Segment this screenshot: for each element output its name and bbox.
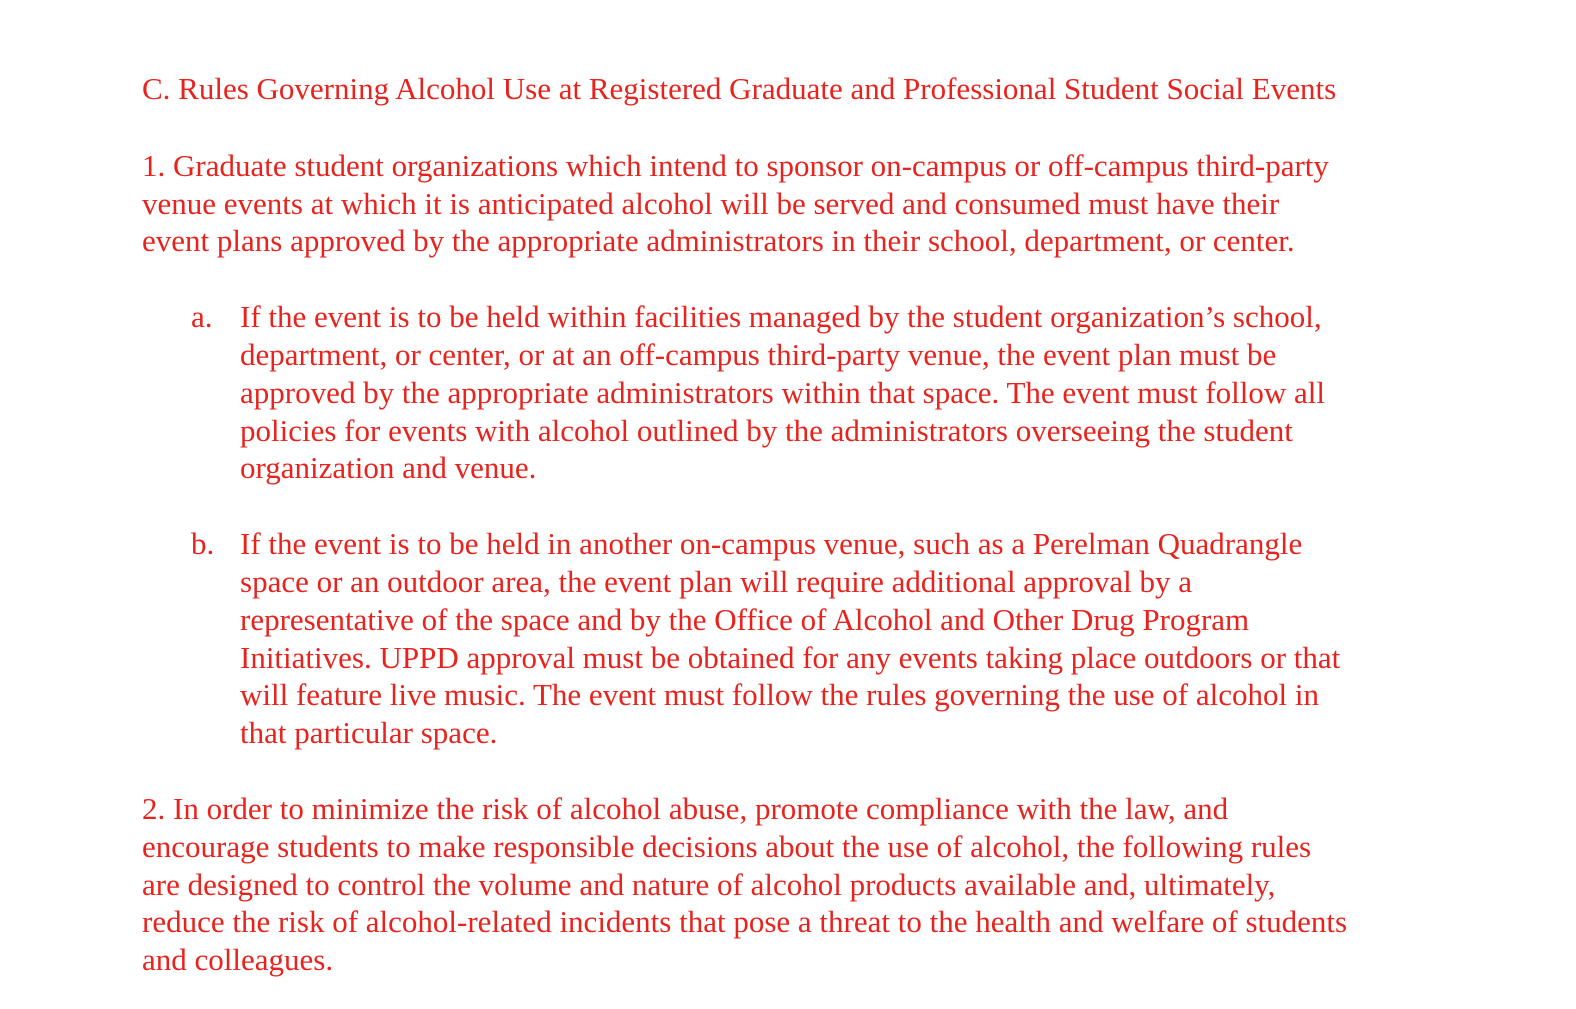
rule-2-line: reduce the risk of alcohol-related incidents that pose a threat to the health and welfare of students [142, 904, 1348, 940]
rule-1b-line: will feature live music. The event must follow the rules governing the use of alcohol in [240, 677, 1319, 713]
rule-1a-line: organization and venue. [240, 450, 537, 486]
list-marker-a: a. [191, 299, 213, 335]
rule-1b-item [142, 525, 1442, 752]
rule-1a-line: department, or center, or at an off-campus third-party venue, the event plan must be [240, 336, 1277, 372]
rule-1a-line: policies for events with alcohol outlined by the administrators overseeing the student [240, 412, 1293, 448]
rule-1a-line: approved by the appropriate administrators within that space. The event must follow all [240, 374, 1325, 410]
rule-1-paragraph [142, 147, 1442, 260]
list-marker-b: b. [191, 526, 215, 562]
rule-2-line: and colleagues. [142, 942, 334, 978]
rule-2-line: 2. In order to minimize the risk of alcohol abuse, promote compliance with the law, and [142, 790, 1229, 826]
rule-1b-line: Initiatives. UPPD approval must be obtained for any events taking place outdoors or that [240, 639, 1341, 675]
rule-1b-line: If the event is to be held in another on-campus venue, such as a Perelman Quadrangle [240, 526, 1303, 562]
rule-1b-line: that particular space. [240, 715, 498, 751]
rule-2-line: encourage students to make responsible decisions about the use of alcohol, the following rules [142, 828, 1312, 864]
document-body [142, 70, 1442, 979]
rule-2-line: are designed to control the volume and nature of alcohol products available and, ultimately, [142, 866, 1276, 902]
rule-1a-item [142, 298, 1442, 487]
rule-1-line: venue events at which it is anticipated alcohol will be served and consumed must have their [142, 185, 1280, 221]
rule-2-paragraph [142, 790, 1442, 979]
rule-1-line: event plans approved by the appropriate administrators in their school, department, or center. [142, 223, 1295, 259]
section-heading: C. Rules Governing Alcohol Use at Registered Graduate and Professional Student Social Events [142, 71, 1337, 106]
rule-1b-line: space or an outdoor area, the event plan will require additional approval by a [240, 563, 1193, 599]
rule-1a-line: If the event is to be held within facilities managed by the student organization’s school, [240, 299, 1322, 335]
rule-1b-line: representative of the space and by the Office of Alcohol and Other Drug Program [240, 601, 1250, 637]
rule-1-line: 1. Graduate student organizations which intend to sponsor on-campus or off-campus third-party [142, 147, 1329, 183]
